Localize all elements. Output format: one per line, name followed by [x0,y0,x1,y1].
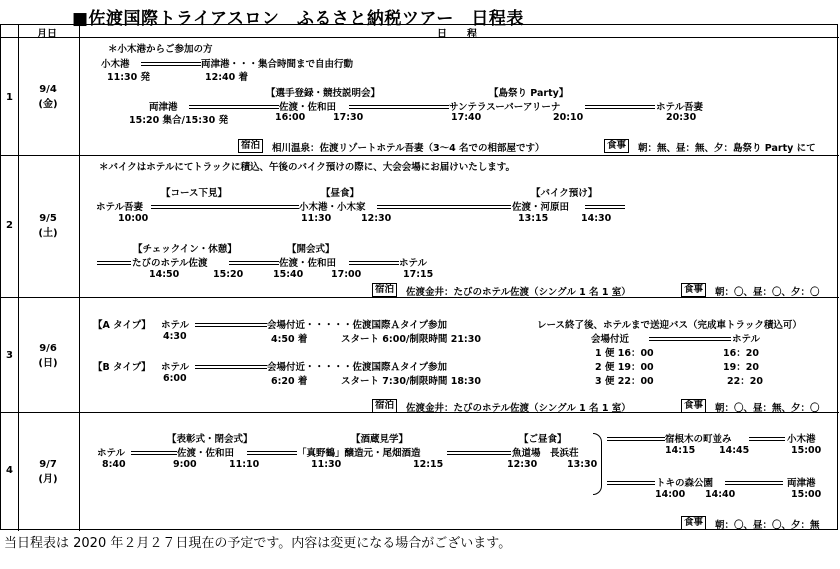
meal-label: 食事 [681,283,706,297]
place: 宿根木の町並み [665,434,732,445]
route-line [195,323,267,327]
time: 14:15 [665,445,696,456]
event-label: 【ご昼食】 [519,434,567,445]
time: 11:30 [301,213,332,224]
time: 14:45 [719,445,750,456]
place: 小木港・小木家 [299,202,366,213]
place: ホテル [732,334,761,345]
col-divider [18,25,19,531]
route-line [585,105,655,109]
event-label: 【島祭り Party】 [489,88,569,99]
place: ホテル [97,448,126,459]
time: 13:30 [567,459,598,470]
place: トキの森公園 [656,478,714,489]
place: 魚道場 長浜荘 [512,448,579,459]
time: 11:30 [311,459,342,470]
place: たびのホテル佐渡 [132,258,208,269]
time: 2 便 19：00 [595,362,654,373]
place: 「真野鶴」醸造元・尾畑酒造 [297,448,421,459]
row-divider [1,155,839,156]
day-number: 1 [6,92,13,103]
place: 会場付近・・・・・佐渡国際Ａタイプ参加 [267,362,448,373]
time: 14:00 [655,489,686,500]
route-line [649,337,731,341]
stay-label: 宿泊 [372,283,397,297]
place: 会場付近・・・・・佐渡国際Ａタイプ参加 [267,320,448,331]
time: 16:00 [275,112,306,123]
time: 17:00 [331,269,362,280]
header-date: 月日 [37,29,57,40]
place: 佐渡・佐和田 [279,102,337,113]
time: 6:00 [163,373,187,384]
place: ホテル [161,362,190,373]
route-line [377,205,511,209]
route-line [247,451,297,455]
time: 19：20 [723,362,759,373]
col-divider [79,25,80,531]
time: 10:00 [118,213,149,224]
meal-label: 食事 [681,516,706,530]
time: 12:30 [507,459,538,470]
page-title: ■佐渡国際トライアスロン ふるさと納税ツアー 日程表 [72,9,524,29]
time: 3 便 22：00 [595,376,654,387]
time: 15:20 [213,269,244,280]
event-label: 【酒蔵見学】 [351,434,409,445]
route-line [725,481,783,485]
route-line [189,105,279,109]
route-line [141,62,201,66]
type-label: 【A タイプ】 [93,320,151,331]
time: 1 便 16：00 [595,348,654,359]
route-line [131,451,177,455]
meal-info: 朝：〇、昼：〇、夕：無 [715,520,820,531]
day-date: 9/6 (日) [38,343,58,369]
route-line [151,205,299,209]
day-number: 3 [6,350,13,361]
event-label: 【選手登録・競技説明会】 [266,88,381,99]
time: 12:15 [413,459,444,470]
time: 12:30 [361,213,392,224]
place: 小木港 [101,59,130,70]
day-number: 4 [6,465,13,476]
event-label: 【開会式】 [287,244,335,255]
event-label: 【バイク預け】 [531,188,598,199]
note: ＊小木港からご参加の方 [108,44,213,55]
route-line [349,105,449,109]
meal-info: 朝：無、昼：無、夕：島祭り Party にて [638,143,816,154]
meal-info: 朝：〇、昼：無、夕：〇 [715,403,820,414]
event-label: 【チェックイン・休憩】 [133,244,237,255]
stay-label: 宿泊 [372,399,397,413]
day-date: 9/4 (金) [38,84,58,110]
time: 9:00 [173,459,197,470]
event-label: 【表彰式・閉会式】 [167,434,253,445]
stay-info: 佐渡金井：たびのホテル佐渡（シングル 1 名 1 室） [406,403,631,414]
place: 会場付近 [591,334,630,345]
meal-label: 食事 [604,139,629,153]
header-divider [1,37,839,38]
day-date: 9/7 (月) [38,459,58,485]
time: 17:40 [451,112,482,123]
day-date: 9/5 (土) [38,213,58,239]
stay-info: 佐渡金井：たびのホテル佐渡（シングル 1 名 1 室） [406,287,631,298]
time: 11:10 [229,459,260,470]
place: ホテル吾妻 [656,102,704,113]
time: スタート 7:30/制限時間 18:30 [341,376,481,387]
place: 両津港・・・集合時間まで自由行動 [201,59,354,70]
place: 佐渡・佐和田 [177,448,235,459]
place: 両津港 [787,478,816,489]
time: 15:20 集合/15:30 発 [129,115,229,126]
place: ホテル [161,320,190,331]
route-line [607,481,655,485]
time: 14:40 [705,489,736,500]
route-line [229,261,279,265]
meal-label: 食事 [681,399,706,413]
event-label: 【昼食】 [321,188,360,199]
bus-note: レース終了後、ホテルまで送迎バス（完成車トラック積込可） [537,320,802,331]
event-label: 【コース下見】 [161,188,228,199]
route-line [607,437,665,441]
time: 4:50 着 [271,334,308,345]
time: 17:15 [403,269,434,280]
time: 11:30 発 [107,72,151,83]
type-label: 【B タイプ】 [93,362,151,373]
note: ＊バイクはホテルにてトラックに積込、午後のバイク預けの際に、大会会場にお届けいたします。 [99,162,516,173]
footer-note: 当日程表は 2020 年２月２７日現在の予定です。内容は変更になる場合がございます。 [4,536,512,551]
schedule-table [0,24,838,530]
route-line [749,437,785,441]
stay-info: 相川温泉：佐渡リゾートホテル吾妻（3～4 名での相部屋です） [272,143,545,154]
place: 小木港 [787,434,816,445]
place: ホテル吾妻 [96,202,144,213]
time: 8:40 [102,459,126,470]
time: 15:40 [273,269,304,280]
stay-label: 宿泊 [238,139,263,153]
time: 15:00 [791,489,822,500]
time: 15:00 [791,445,822,456]
time: 6:20 着 [271,376,308,387]
place: ホテル [399,258,428,269]
time: 4:30 [163,331,187,342]
route-line [585,205,625,209]
branch-brace [593,433,602,495]
time: 20:30 [666,112,697,123]
place: サンテラスーパーアリーナ [449,102,561,113]
time: 13:15 [518,213,549,224]
meal-info: 朝：〇、昼：〇、夕：〇 [715,287,820,298]
time: 16：20 [723,348,759,359]
time: 20:10 [553,112,584,123]
day-number: 2 [6,220,13,231]
time: 14:50 [149,269,180,280]
time: 22：20 [727,376,763,387]
place: 佐渡・河原田 [512,202,570,213]
time: 14:30 [581,213,612,224]
place: 両津港 [149,102,178,113]
time: スタート 6:00/制限時間 21:30 [341,334,481,345]
time: 12:40 着 [205,72,249,83]
route-line [97,261,131,265]
route-line [349,261,399,265]
header-schedule: 日 程 [437,29,477,40]
time: 17:30 [333,112,364,123]
route-line [195,365,267,369]
route-line [447,451,511,455]
place: 佐渡・佐和田 [279,258,337,269]
